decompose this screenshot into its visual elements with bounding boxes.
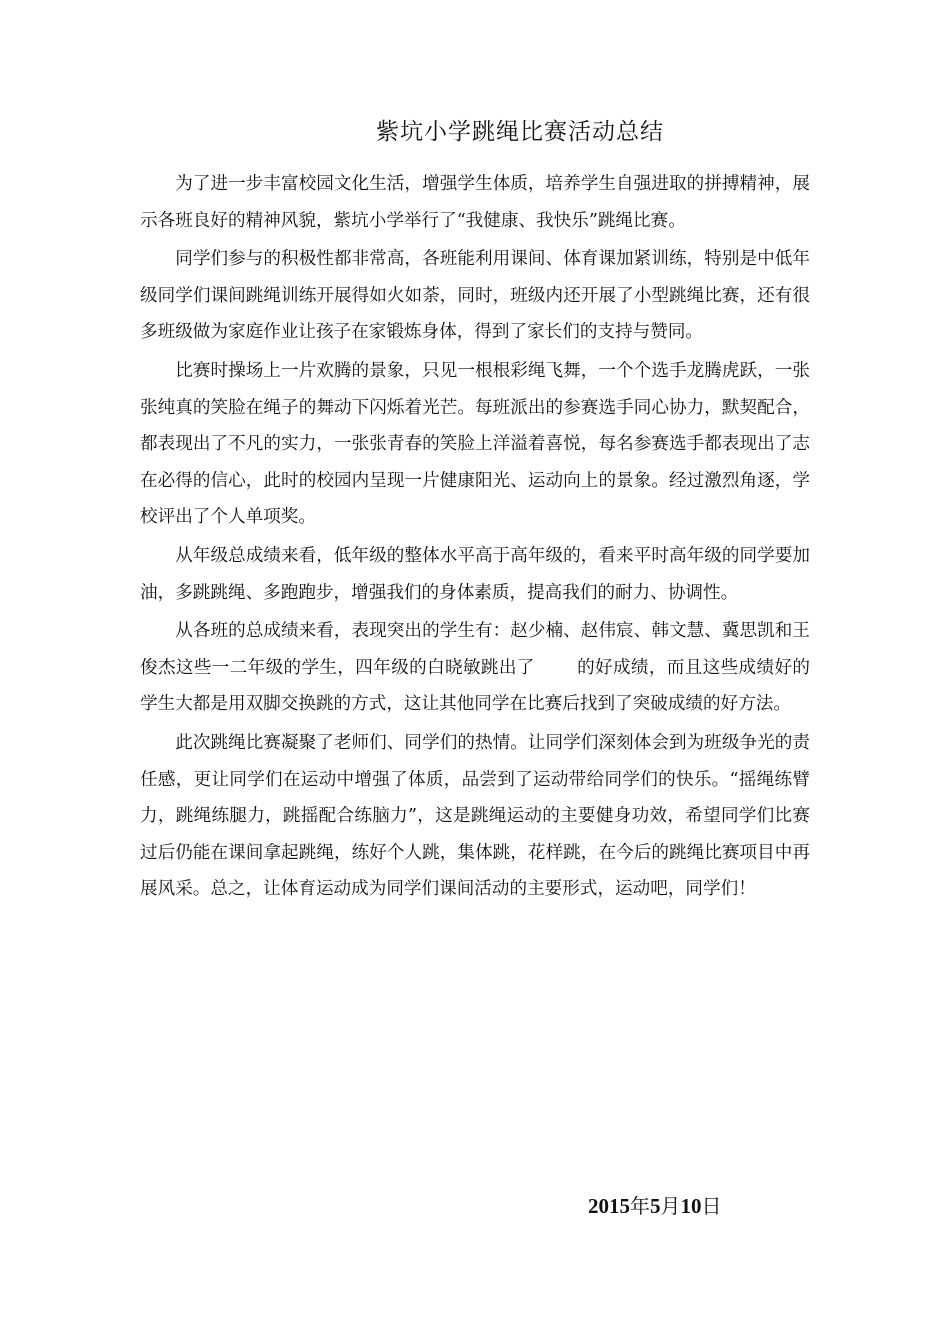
paragraph-intro: 为了进一步丰富校园文化生活，增强学生体质，培养学生自强进取的拼搏精神，展示各班良好的精神风貌，紫坑小学举行了“我健康、我快乐”跳绳比赛。 (140, 174, 810, 231)
paragraph-conclusion: 此次跳绳比赛凝聚了老师们、同学们的热情。让同学们深刻体会到为班级争光的责任感，更让同学们在运动中增强了体质，品尝到了运动带给同学们的快乐。“摇绳练臂力，跳绳练腿力，跳摇配合练脑力”，这是跳绳运动的主要健身功效，希望同学们比赛过后仍能在课间拿起跳绳，练好个人跳，集体跳，花样跳，在今后的跳绳比赛项目中再展风采。总之，让体育运动成为同学们课间活动的主要形式，运动吧，同学们！ (140, 732, 810, 900)
date-month-char: 月 (660, 1194, 681, 1218)
date-month: 5 (650, 1194, 661, 1218)
date-year-char: 年 (630, 1194, 650, 1218)
paragraph-competition-scene: 比赛时操场上一片欢腾的景象，只见一根根彩绳飞舞，一个个选手龙腾虎跃，一张张纯真的笑脸在绳子的舞动下闪烁着光芒。每班派出的参赛选手同心协力，默契配合，都表现出了不凡的实力，一张张青春的笑脸上洋溢着喜悦，每名参赛选手都表现出了志在必得的信心，此时的校园内呈现一片健康阳光、运动向上的景象。经过激烈角逐，学校评出了个人单项奖。 (140, 360, 810, 528)
date-year: 2015 (588, 1194, 630, 1218)
paragraph-grade-results: 从年级总成绩来看，低年级的整体水平高于高年级的，看来平时高年级的同学要加油，多跳跳绳、多跑跑步，增强我们的身体素质，提高我们的耐力、协调性。 (140, 545, 810, 603)
paragraph-outstanding-students (140, 613, 810, 723)
paragraph-outstanding-students-part1: 从各班的总成绩来看，表现突出的学生有：赵少楠、赵伟宸、韩文慧、冀思凯和王俊杰这些一二年级的学生，四年级的白晓敏跳出了 (140, 621, 810, 678)
document-body (140, 166, 810, 908)
date-day: 10 (680, 1194, 702, 1218)
document-date (588, 1190, 722, 1222)
paragraph-outstanding-students-part2: 的好成绩，而且这些成绩好的学生大都是用双脚交换跳的方式，这让其他同学在比赛后找到了突破成绩的好方法。 (140, 657, 810, 715)
date-day-char: 日 (701, 1194, 722, 1218)
paragraph-participation: 同学们参与的积极性都非常高，各班能利用课间、体育课加紧训练，特别是中低年级同学们课间跳绳训练开展得如火如荼，同时，班级内还开展了小型跳绳比赛，还有很多班级做为家庭作业让孩子在家锻炼身体，得到了家长们的支持与赞同。 (140, 249, 810, 343)
document-title: 紫坑小学跳绳比赛活动总结 (376, 119, 664, 145)
